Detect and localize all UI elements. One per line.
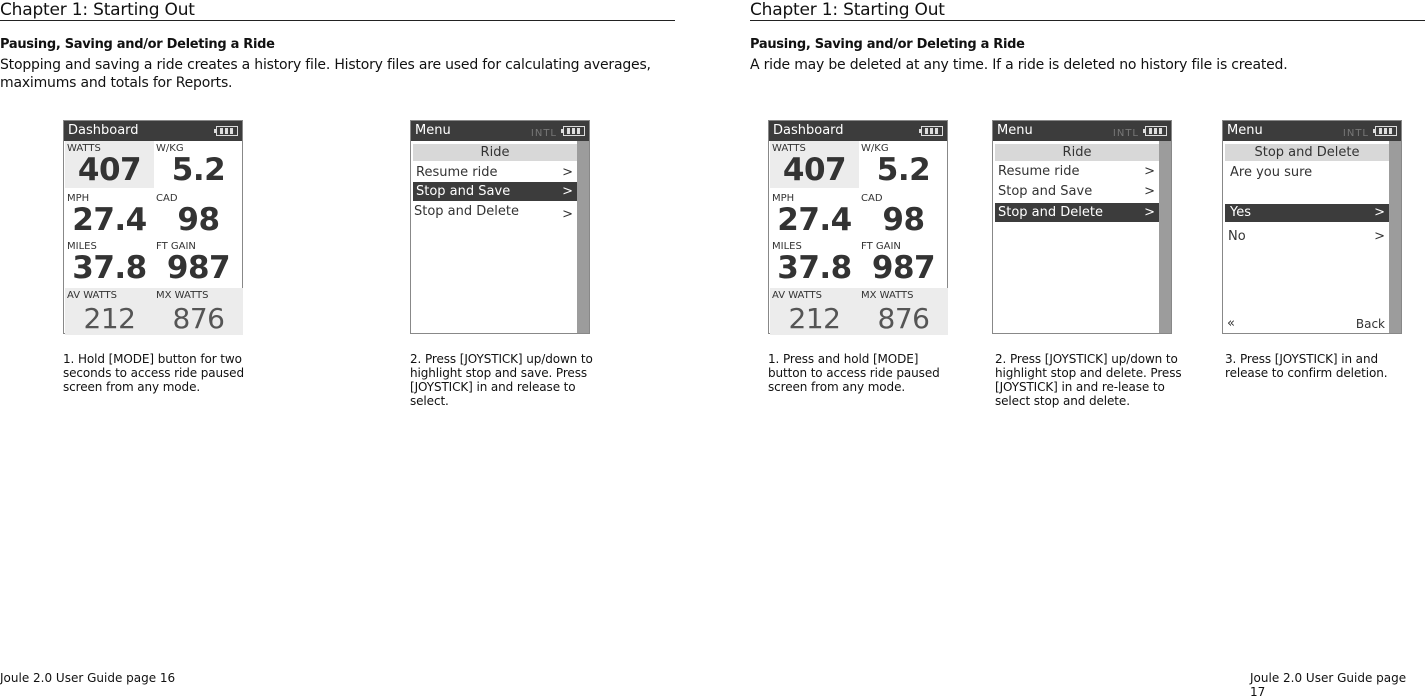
menu-scrollbar[interactable] [1389,141,1401,333]
caption-step-2-left: 2. Press [JOYSTICK] up/down to highlight stop and save. Press [JOYSTICK] in and release to select. [410,352,593,408]
metric-value: 212 [83,302,136,335]
screen-header [64,121,242,141]
back-button[interactable]: Back [1355,317,1385,331]
body-text-right: A ride may be deleted at any time. If a ride is deleted no history file is created. [750,57,1288,73]
metric-value: 27.4 [777,202,852,238]
metric-cell [859,141,948,188]
metric-label: WATTS [772,143,806,154]
confirm-screen [1222,120,1402,334]
metric-label: MX WATTS [156,290,209,301]
menu-item-stop-and-delete[interactable] [413,202,577,221]
heading-rule-right [750,20,1425,21]
chevron-right-icon: > [1144,184,1155,199]
metric-value: 98 [177,202,220,238]
metric-cell [859,191,948,238]
confirm-question: Are you sure [1230,165,1313,180]
option-label: Yes [1230,205,1251,220]
screen-header [411,121,589,141]
metric-value: 987 [871,250,936,286]
metric-label: CAD [861,193,883,204]
intl-label: INTL [1342,128,1369,139]
metric-cell [154,191,243,238]
metric-value: 5.2 [171,152,226,188]
option-label: No [1228,229,1246,244]
battery-icon [563,126,585,136]
intl-label: INTL [1112,128,1139,139]
metric-label: MILES [772,241,802,252]
dashboard-screen-left [63,120,243,334]
screen-title: Dashboard [773,123,844,138]
screen-header [1223,121,1401,141]
metric-value: 27.4 [72,202,147,238]
confirm-no-option[interactable] [1225,227,1389,246]
chapter-heading-left: Chapter 1: Starting Out [0,0,195,20]
battery-icon [216,126,238,136]
page-footer-left: Joule 2.0 User Guide page 16 [0,671,176,685]
metric-label: AV WATTS [772,290,823,301]
metric-value: 987 [166,250,231,286]
metric-label: AV WATTS [67,290,118,301]
menu-scrollbar[interactable] [1159,141,1171,333]
metric-value: 407 [782,152,847,188]
confirm-yes-option[interactable] [1225,204,1389,222]
metric-label: WATTS [67,143,101,154]
metric-label: W/KG [861,143,889,154]
screen-header [993,121,1171,141]
chevron-right-icon: > [562,184,573,199]
metric-value: 37.8 [72,250,147,286]
menu-item-resume-ride[interactable] [995,162,1159,181]
caption-step-1-left: 1. Hold [MODE] button for two seconds to access ride paused screen from any mode. [63,352,244,394]
metric-cell [65,141,154,188]
metric-label: CAD [156,193,178,204]
metric-value: 876 [172,302,225,335]
caption-step-3-right: 3. Press [JOYSTICK] in and release to confirm deletion. [1225,352,1388,380]
dashboard-screen-right [768,120,948,334]
menu-section-title: Ride [995,144,1159,161]
menu-scrollbar[interactable] [577,141,589,333]
chevron-right-icon: > [562,207,573,222]
menu-item-label: Stop and Delete [998,205,1103,220]
screen-title: Menu [415,123,451,138]
chevron-right-icon: > [1374,229,1385,244]
metric-label: W/KG [156,143,184,154]
menu-item-label: Resume ride [998,164,1080,179]
menu-section-title: Ride [413,144,577,161]
battery-icon [921,126,943,136]
metric-label: MPH [67,193,90,204]
confirm-section-title: Stop and Delete [1225,144,1389,161]
metric-value: 5.2 [876,152,931,188]
metric-cell [65,239,154,286]
screen-header [769,121,947,141]
metric-label: FT GAIN [861,241,901,252]
menu-item-label: Stop and Delete [414,204,519,219]
metric-label: MX WATTS [861,290,914,301]
metric-value: 37.8 [777,250,852,286]
metric-label: MPH [772,193,795,204]
metric-cell [859,288,948,335]
menu-item-label: Resume ride [416,165,498,180]
screen-title: Dashboard [68,123,139,138]
body-text-left: Stopping and saving a ride creates a history file. History files are used for calculating averages, maximums and totals for Reports. [0,57,651,91]
metric-cell [770,191,859,238]
battery-icon [1145,126,1167,136]
metric-label: MILES [67,241,97,252]
caption-step-1-right: 1. Press and hold [MODE] button to access ride paused screen from any mode. [768,352,940,394]
chevron-right-icon: > [1144,164,1155,179]
chevron-right-icon: > [1144,205,1155,220]
menu-item-stop-and-save[interactable] [413,182,577,201]
metric-value: 876 [877,302,930,335]
metric-cell [154,288,243,335]
section-title-left: Pausing, Saving and/or Deleting a Ride [0,37,275,52]
metric-cell [770,141,859,188]
metric-cell [770,288,859,335]
screen-title: Menu [997,123,1033,138]
metric-value: 407 [77,152,142,188]
section-title-right: Pausing, Saving and/or Deleting a Ride [750,37,1025,52]
caption-step-2-right: 2. Press [JOYSTICK] up/down to highlight stop and delete. Press [JOYSTICK] in and re-lease to select stop and delete. [995,352,1182,408]
metric-cell [859,239,948,286]
page-footer-right: Joule 2.0 User Guide page 17 [1250,671,1407,699]
metric-cell [154,141,243,188]
metric-value: 212 [788,302,841,335]
menu-screen-right [992,120,1172,334]
menu-item-stop-and-delete[interactable] [995,203,1159,222]
chevron-right-icon: > [1374,205,1385,220]
metric-cell [770,239,859,286]
chevron-right-icon: > [562,165,573,180]
metric-cell [154,239,243,286]
metric-label: FT GAIN [156,241,196,252]
menu-screen-left [410,120,590,334]
metric-value: 98 [882,202,925,238]
menu-item-resume-ride[interactable] [413,163,577,182]
screen-title: Menu [1227,123,1263,138]
battery-icon [1375,126,1397,136]
menu-item-label: Stop and Save [998,184,1093,199]
heading-rule-left [0,20,675,21]
metric-cell [65,191,154,238]
back-chevron-icon: « [1227,316,1235,331]
metric-cell [65,288,154,335]
intl-label: INTL [530,128,557,139]
chapter-heading-right: Chapter 1: Starting Out [750,0,945,20]
menu-item-label: Stop and Save [416,184,511,199]
menu-item-stop-and-save[interactable] [995,182,1159,201]
